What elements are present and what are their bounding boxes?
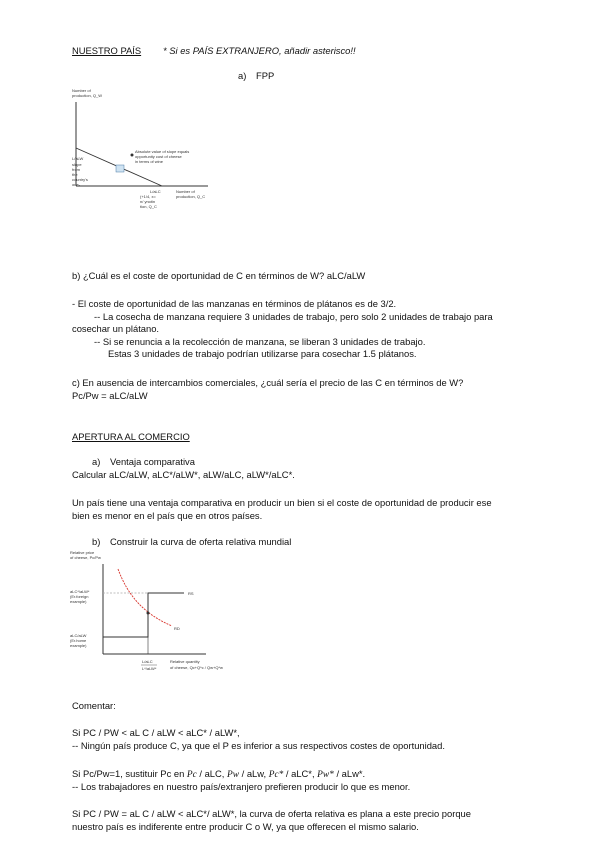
rs-y-tick2-2: example) bbox=[70, 643, 87, 648]
rs-y-tick1-0: aLC*/aLW* bbox=[70, 589, 90, 594]
rs-y-tick1-1: (Er.foreign bbox=[70, 594, 89, 599]
ppf-x-label-1: Number of bbox=[176, 189, 195, 194]
case1-line-2: -- Ningún país produce C, ya que el P es inferior a sus respectivos costes de oportunidad. bbox=[72, 740, 445, 751]
case2-line-1: Si Pc/Pw=1, sustituir Pc en Pc / aLC, Pw / aLw, Pc* / aLC*, Pw* / aLw*. bbox=[72, 768, 366, 780]
apertura-paragraph-0: Un país tiene una ventaja comparativa en producir un bien si el coste de oportunidad de producir ese bbox=[72, 497, 492, 508]
rs-equilibrium-point bbox=[147, 612, 150, 615]
rs-curve bbox=[103, 593, 184, 637]
rs-label: RS bbox=[188, 591, 194, 596]
ppf-y-label-2: production, Q_W bbox=[72, 93, 103, 98]
section-a-label: a) bbox=[238, 70, 247, 81]
rs-x-tick-0: L/aLC bbox=[142, 659, 153, 664]
explanation-line-3: -- Si se renuncia a la recolección de manzana, se liberan 3 unidades de trabajo. bbox=[94, 336, 426, 347]
rd-curve bbox=[118, 569, 172, 626]
ppf-y-tick: L/aLW bbox=[72, 156, 84, 161]
ppf-x-tick-1: (+1/4, x= bbox=[140, 194, 156, 199]
ppf-figure bbox=[66, 86, 216, 216]
ppf-x-label-2: production, Q_C bbox=[176, 194, 206, 199]
rs-y-tick2-1: (Er.home bbox=[70, 638, 87, 643]
question-c-line-2: Pc/Pw = aLC/aLW bbox=[72, 390, 148, 401]
ppf-x-tick-0: L/aLC bbox=[150, 189, 161, 194]
rs-x-label-1: Relative quantity bbox=[170, 659, 200, 664]
rs-y-tick1-2: example) bbox=[70, 599, 87, 604]
explanation-line-1: -- La cosecha de manzana requiere 3 unidades de trabajo, pero solo 2 unidades de trabajo para bbox=[94, 311, 493, 322]
rs-x-tick-1: L*/aLW* bbox=[142, 666, 157, 671]
case3-line-1: Si PC / PW = aL C / aLW < aLC*/ aLW*, la curva de oferta relativa es plana a este precio porque bbox=[72, 808, 471, 819]
apertura-title: APERTURA AL COMERCIO bbox=[72, 431, 190, 442]
case2-line-2: -- Los trabajadores en nuestro país/extranjero prefieren producir lo que es menor. bbox=[72, 781, 411, 792]
case1-line-1: Si PC / PW < aL C / aLW < aLC* / aLW*, bbox=[72, 727, 240, 738]
ppf-annotation-1: opportunity cost of cheese bbox=[135, 154, 182, 159]
explanation-line-2: cosechar un plátano. bbox=[72, 323, 160, 334]
case3-line-2: nuestro país es indiferente entre producir C o W, ya que offerecen el mismo salario. bbox=[72, 821, 419, 832]
header-note: * Si es PAÍS EXTRANJERO, añadir asterisco!! bbox=[163, 45, 356, 56]
rs-x-label-2: of cheese, Qc+Q*c / Qw+Q*w bbox=[170, 665, 223, 670]
rs-y-label-1: Relative price bbox=[70, 550, 95, 555]
rs-y-label-2: of cheese, Pc/Pw bbox=[70, 555, 101, 560]
apertura-b-label: b) bbox=[92, 536, 101, 547]
ppf-annotation-2: in terms of wine bbox=[135, 159, 164, 164]
rs-y-tick2-0: aLC/aLW bbox=[70, 633, 87, 638]
ppf-slope-triangle bbox=[116, 165, 124, 172]
ppf-y-left-3: country's bbox=[72, 177, 88, 182]
rd-label: RD bbox=[174, 626, 180, 631]
apertura-b-title: Construir la curva de oferta relativa mundial bbox=[110, 536, 292, 547]
page-title: NUESTRO PAÍS bbox=[72, 45, 142, 56]
ppf-x-tick-3: tion, Q_C bbox=[140, 204, 157, 209]
ppf-y-left-2: the bbox=[72, 172, 78, 177]
apertura-paragraph-1: bien es menor en el país que en otros países. bbox=[72, 510, 263, 521]
relative-supply-figure bbox=[66, 548, 223, 680]
question-b: b) ¿Cuál es el coste de oportunidad de C en términos de W? aLC/aLW bbox=[72, 270, 366, 281]
ppf-y-left-1: from bbox=[72, 167, 80, 172]
question-c-line-1: c) En ausencia de intercambios comerciales, ¿cuál sería el precio de las C en términos de W? bbox=[72, 377, 464, 388]
section-a-title: FPP bbox=[256, 70, 275, 81]
apertura-a-line: Calcular aLC/aLW, aLC*/aLW*, aLW/aLC, aLW*/aLC*. bbox=[72, 469, 295, 480]
ppf-annotation-0: Absolute value of slope equals bbox=[135, 149, 190, 154]
ppf-y-left-0: slope bbox=[72, 162, 82, 167]
apertura-a-title: Ventaja comparativa bbox=[110, 456, 195, 467]
ppf-y-left-4: one- bbox=[72, 182, 81, 187]
explanation-line-4: Estas 3 unidades de trabajo podrían utilizarse para cosechar 1.5 plátanos. bbox=[108, 348, 417, 359]
ppf-point bbox=[131, 154, 134, 157]
ppf-x-tick-2: n/ ynotin bbox=[140, 199, 156, 204]
comentar-title: Comentar: bbox=[72, 700, 116, 711]
apertura-a-label: a) bbox=[92, 456, 101, 467]
ppf-y-label-1: Number of bbox=[72, 88, 91, 93]
explanation-line-0: - El coste de oportunidad de las manzanas en términos de plátanos es de 3/2. bbox=[72, 298, 397, 309]
